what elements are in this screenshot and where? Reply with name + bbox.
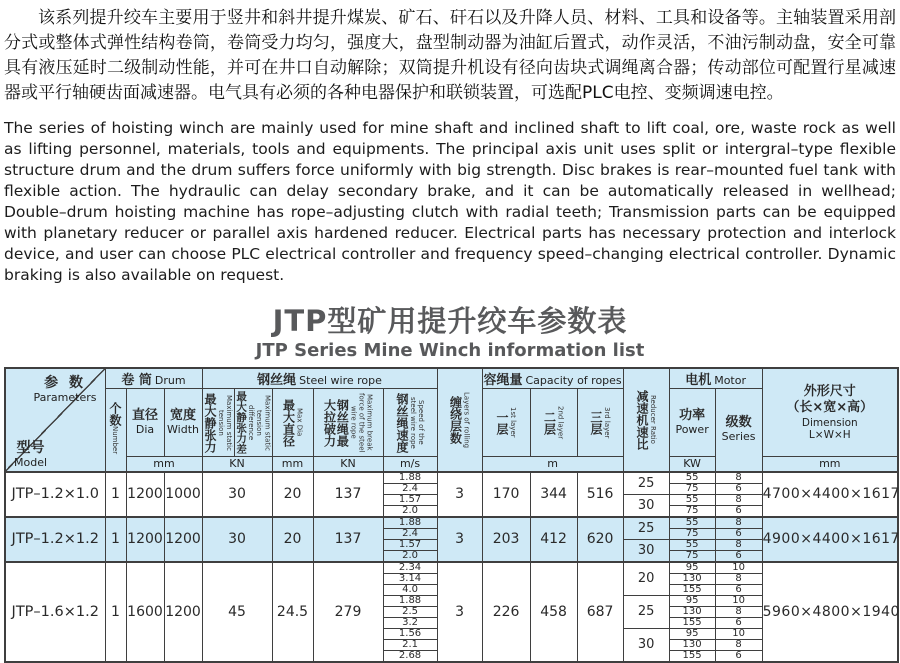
cell-max-static-tension: 30 bbox=[202, 472, 272, 517]
drum-dia-header: 直径 Dia bbox=[126, 389, 164, 457]
cell-capacity-layer1: 203 bbox=[482, 517, 530, 562]
drum-count-header: 个数Number bbox=[105, 389, 126, 472]
cell-rope-speed: 1.56 bbox=[383, 628, 437, 639]
cell-rope-speed: 4.0 bbox=[383, 584, 437, 595]
cell-reducer-ratio: 30 bbox=[623, 539, 669, 562]
unit-power-kw: KW bbox=[669, 457, 715, 472]
cell-drum-dia: 1600 bbox=[126, 562, 164, 662]
max-static-tension-header: 最大静张力 Maximum static tension bbox=[202, 389, 234, 457]
drum-group-header: 卷 筒 Drum bbox=[105, 368, 202, 389]
unit-tension-kn: KN bbox=[202, 457, 272, 472]
cell-motor-series: 8 bbox=[715, 539, 762, 550]
cell-motor-power: 75 bbox=[669, 528, 715, 539]
cell-drum-count: 1 bbox=[105, 562, 126, 662]
cell-rope-speed: 1.57 bbox=[383, 539, 437, 550]
cell-rope-speed: 2.34 bbox=[383, 562, 437, 574]
cell-motor-power: 75 bbox=[669, 550, 715, 562]
dimension-header: 外形尺寸 （长×宽×高） Dimension L×W×H bbox=[762, 368, 898, 457]
cell-rope-speed: 2.68 bbox=[383, 650, 437, 662]
cell-model: JTP–1.2×1.2 bbox=[5, 517, 105, 562]
cell-motor-power: 75 bbox=[669, 483, 715, 494]
corner-model-parameters-cell bbox=[5, 368, 105, 472]
unit-rope-dia-mm: mm bbox=[272, 457, 313, 472]
cell-motor-power: 95 bbox=[669, 595, 715, 606]
cell-reducer-ratio: 25 bbox=[623, 472, 669, 495]
unit-dimension-mm: mm bbox=[762, 457, 898, 472]
cell-drum-width: 1200 bbox=[164, 517, 202, 562]
cell-rope-speed: 2.4 bbox=[383, 483, 437, 494]
cell-motor-power: 95 bbox=[669, 628, 715, 639]
cell-motor-power: 155 bbox=[669, 617, 715, 628]
cell-motor-series: 8 bbox=[715, 517, 762, 529]
parameters-table bbox=[4, 367, 899, 663]
corner-parameters-label: 参 数 Parameters bbox=[33, 375, 97, 404]
cell-reducer-ratio: 30 bbox=[623, 628, 669, 662]
cell-break-force: 279 bbox=[313, 562, 383, 662]
cell-motor-series: 10 bbox=[715, 628, 762, 639]
cell-rope-speed: 1.57 bbox=[383, 494, 437, 505]
cell-rope-speed: 1.88 bbox=[383, 472, 437, 484]
cell-dimension: 4700×4400×1617 bbox=[762, 472, 898, 517]
capacity-layer1-header: 一层 1st layer bbox=[482, 389, 530, 457]
break-force-header: 钢丝绳最大拉破力 Maximum break force of the steel wire rope bbox=[313, 389, 383, 457]
cell-motor-power: 95 bbox=[669, 562, 715, 574]
header-group-row bbox=[5, 368, 898, 389]
cell-motor-power: 155 bbox=[669, 584, 715, 595]
cell-rope-speed: 2.4 bbox=[383, 528, 437, 539]
cell-capacity-layer3: 516 bbox=[577, 472, 623, 517]
cell-capacity-layer2: 344 bbox=[530, 472, 577, 517]
intro-paragraph-en: The series of hoisting winch are mainly used for mine shaft and inclined shaft to lift coal, ore, waste rock as well as lifting personnel, materials, tools and equipments. The principal axis unit uses split or intergral–type flexible structure drum and the drum suffers force uniformly with big strength. Disc brakes is rear–mounted fuel tank with flexible action. The hydraulic can delay secondary brake, and it can be automatically released in wellhead; Double–drum hoisting machine has rope–adjusting clutch with radial teeth; Transmission parts can be equipped with planetary reducer or parallel axis hardened reducer. Electrical parts has necessary protection and interlock device, and user can choose PLC electrical controller and frequency speed–changing electrical controller. Dynamic braking is also available on request. bbox=[4, 119, 896, 284]
cell-motor-power: 55 bbox=[669, 494, 715, 505]
cell-model: JTP–1.6×1.2 bbox=[5, 562, 105, 662]
cell-drum-count: 1 bbox=[105, 517, 126, 562]
cell-rope-speed: 2.0 bbox=[383, 550, 437, 562]
cell-dimension: 4900×4400×1617 bbox=[762, 517, 898, 562]
cell-capacity-layer2: 412 bbox=[530, 517, 577, 562]
cell-rope-speed: 2.0 bbox=[383, 505, 437, 517]
cell-drum-width: 1200 bbox=[164, 562, 202, 662]
max-static-tension-difference-header: 最大静张力差 Maximum static tension difference bbox=[234, 389, 272, 457]
cell-drum-dia: 1200 bbox=[126, 472, 164, 517]
table-subrow bbox=[5, 517, 898, 529]
cell-drum-width: 1000 bbox=[164, 472, 202, 517]
cell-motor-series: 6 bbox=[715, 650, 762, 662]
cell-rope-speed: 3.2 bbox=[383, 617, 437, 628]
corner-model-label: 型号 Model bbox=[14, 439, 48, 469]
cell-motor-power: 55 bbox=[669, 472, 715, 484]
intro-paragraph-zh: 该系列提升绞车主要用于竖井和斜井提升煤炭、矿石、矸石以及升降人员、材料、工具和设备等。主轴装置采用剖分式或整体式弹性结构卷筒，卷筒受力均匀，强度大，盘型制动器为油缸后置式，动作灵活，不油污制动盘，安全可靠具有液压延时二级制动性能，并可在井口自动解除；双筒提升机设有径向齿块式调绳离合器；传动部位可配置行星减速器或平行轴硬齿面减速器。电气具有必须的各种电器保护和联锁装置，可选配PLC电控、变频调速电控。 bbox=[4, 8, 896, 103]
cell-dimension: 5960×4800×1940 bbox=[762, 562, 898, 662]
cell-motor-series: 8 bbox=[715, 573, 762, 584]
table-body bbox=[5, 472, 898, 662]
cell-reducer-ratio: 30 bbox=[623, 494, 669, 517]
cell-rope-speed: 2.1 bbox=[383, 639, 437, 650]
cell-model: JTP–1.2×1.0 bbox=[5, 472, 105, 517]
cell-layers: 3 bbox=[437, 517, 482, 562]
cell-capacity-layer3: 620 bbox=[577, 517, 623, 562]
capacity-of-ropes-group-header: 容绳量 Capacity of ropes bbox=[482, 368, 623, 389]
cell-layers: 3 bbox=[437, 562, 482, 662]
capacity-layer3-header: 三层 3rd layer bbox=[577, 389, 623, 457]
cell-max-rope-dia: 24.5 bbox=[272, 562, 313, 662]
cell-break-force: 137 bbox=[313, 472, 383, 517]
cell-motor-power: 130 bbox=[669, 573, 715, 584]
cell-capacity-layer2: 458 bbox=[530, 562, 577, 662]
cell-motor-series: 10 bbox=[715, 562, 762, 574]
cell-capacity-layer1: 226 bbox=[482, 562, 530, 662]
unit-break-kn: KN bbox=[313, 457, 383, 472]
cell-capacity-layer1: 170 bbox=[482, 472, 530, 517]
reducer-ratio-header: 减速机速比 Reducer Ratio bbox=[623, 368, 669, 472]
cell-motor-series: 6 bbox=[715, 550, 762, 562]
cell-layers: 3 bbox=[437, 472, 482, 517]
table-title-zh: JTP型矿用提升绞车参数表 bbox=[272, 304, 628, 338]
cell-motor-series: 8 bbox=[715, 494, 762, 505]
cell-motor-series: 6 bbox=[715, 584, 762, 595]
cell-drum-dia: 1200 bbox=[126, 517, 164, 562]
drum-width-header: 宽度 Width bbox=[164, 389, 202, 457]
cell-reducer-ratio: 25 bbox=[623, 517, 669, 540]
table-subrow bbox=[5, 562, 898, 574]
table-subrow bbox=[5, 472, 898, 484]
cell-reducer-ratio: 25 bbox=[623, 595, 669, 628]
layers-of-rolling-header: 缠绕层数 Layers of rolling bbox=[437, 368, 482, 472]
cell-rope-speed: 3.14 bbox=[383, 573, 437, 584]
cell-motor-power: 55 bbox=[669, 539, 715, 550]
cell-motor-series: 8 bbox=[715, 472, 762, 484]
max-rope-dia-header: 最大直径 Max Dia bbox=[272, 389, 313, 457]
cell-max-static-tension: 45 bbox=[202, 562, 272, 662]
capacity-layer2-header: 二层 2nd layer bbox=[530, 389, 577, 457]
cell-max-static-tension: 30 bbox=[202, 517, 272, 562]
motor-power-header: 功率 Power bbox=[669, 389, 715, 457]
cell-motor-series: 6 bbox=[715, 617, 762, 628]
rope-speed-header: 钢丝绳速度 Speed of the steel wire rope bbox=[383, 389, 437, 457]
cell-motor-power: 155 bbox=[669, 650, 715, 662]
cell-motor-series: 6 bbox=[715, 528, 762, 539]
cell-capacity-layer3: 687 bbox=[577, 562, 623, 662]
cell-max-rope-dia: 20 bbox=[272, 472, 313, 517]
cell-motor-series: 6 bbox=[715, 483, 762, 494]
cell-rope-speed: 2.5 bbox=[383, 606, 437, 617]
unit-capacity-m: m bbox=[482, 457, 623, 472]
unit-speed-ms: m/s bbox=[383, 457, 437, 472]
table-title-en: JTP Series Mine Winch information list bbox=[255, 340, 645, 361]
cell-motor-series: 10 bbox=[715, 595, 762, 606]
cell-reducer-ratio: 20 bbox=[623, 562, 669, 596]
cell-rope-speed: 1.88 bbox=[383, 517, 437, 529]
motor-group-header: 电机 Motor bbox=[669, 368, 762, 389]
table-header bbox=[5, 368, 898, 472]
cell-motor-series: 8 bbox=[715, 639, 762, 650]
cell-motor-power: 75 bbox=[669, 505, 715, 517]
unit-drum-mm: mm bbox=[126, 457, 202, 472]
cell-motor-series: 8 bbox=[715, 606, 762, 617]
cell-drum-count: 1 bbox=[105, 472, 126, 517]
cell-rope-speed: 1.88 bbox=[383, 595, 437, 606]
steel-wire-rope-group-header: 钢丝绳 Steel wire rope bbox=[202, 368, 437, 389]
cell-break-force: 137 bbox=[313, 517, 383, 562]
cell-motor-series: 6 bbox=[715, 505, 762, 517]
cell-max-rope-dia: 20 bbox=[272, 517, 313, 562]
motor-series-header: 级数 Series bbox=[715, 389, 762, 472]
cell-motor-power: 55 bbox=[669, 517, 715, 529]
cell-motor-power: 130 bbox=[669, 606, 715, 617]
cell-motor-power: 130 bbox=[669, 639, 715, 650]
